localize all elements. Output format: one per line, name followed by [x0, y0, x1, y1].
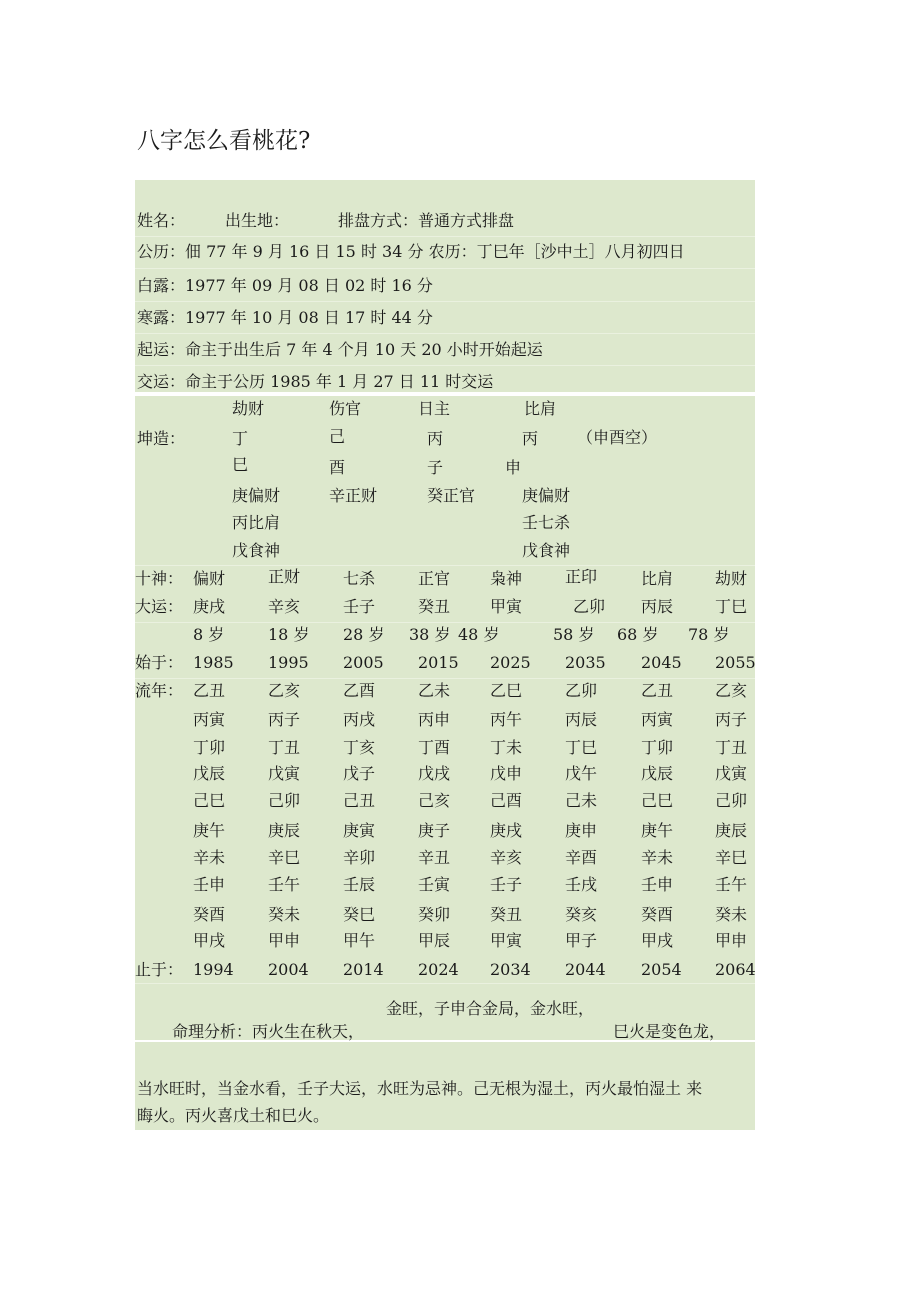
- name-label: 姓名：: [137, 211, 186, 230]
- ten-god-cell: 枭神: [490, 569, 523, 588]
- liunian-cell: 辛巳: [715, 848, 748, 867]
- heavenly-stem: 己: [329, 427, 346, 446]
- liunian-cell: 癸亥: [565, 905, 598, 924]
- liunian-cell: 乙未: [418, 681, 451, 700]
- row-divider: [135, 565, 755, 566]
- liunian-cell: 甲辰: [418, 931, 451, 950]
- row-divider: [135, 333, 755, 334]
- dayun-cell: 乙卯: [573, 597, 606, 616]
- liunian-cell: 庚子: [418, 821, 451, 840]
- analysis-paragraph: 晦火。丙火喜戊土和巳火。: [137, 1106, 330, 1125]
- row-divider: [135, 622, 755, 623]
- liunian-cell: 辛巳: [268, 848, 301, 867]
- bailu-line: 白露：1977 年 09 月 08 日 02 时 16 分: [137, 276, 433, 295]
- liunian-cell: 壬戌: [565, 875, 598, 894]
- liunian-cell: 丁亥: [343, 738, 376, 757]
- earthly-branch: 巳: [232, 455, 249, 474]
- ten-god-cell: 正财: [268, 567, 301, 586]
- liunian-cell: 丁丑: [268, 738, 301, 757]
- liunian-cell: 庚午: [641, 821, 674, 840]
- start-label: 始于：: [135, 653, 184, 672]
- analysis-paragraph: 当水旺时，当金水看，壬子大运，水旺为忌神。己无根为湿土，丙火最怕湿土 来: [137, 1079, 703, 1098]
- liunian-cell: 己酉: [490, 791, 523, 810]
- row-divider: [135, 983, 755, 984]
- liunian-cell: 丙寅: [641, 710, 674, 729]
- liunian-cell: 丁酉: [418, 738, 451, 757]
- liunian-cell: 辛丑: [418, 848, 451, 867]
- liunian-cell: 辛未: [193, 848, 226, 867]
- end-label: 止于：: [135, 960, 184, 979]
- analysis-text: 巳火是变色龙，: [613, 1022, 726, 1041]
- row-divider: [135, 301, 755, 302]
- hidden-stem: 辛正财: [329, 486, 378, 505]
- liunian-cell: 壬申: [641, 875, 674, 894]
- liunian-cell: 庚寅: [343, 821, 376, 840]
- age-cell: 58 岁: [553, 625, 595, 644]
- liunian-cell: 戊寅: [715, 764, 748, 783]
- hanlu-line: 寒露：1977 年 10 月 08 日 17 时 44 分: [137, 308, 433, 327]
- earthly-branch: 子: [427, 458, 444, 477]
- liunian-cell: 丙寅: [193, 710, 226, 729]
- ten-god-cell: 偏财: [193, 569, 226, 588]
- liunian-cell: 己丑: [343, 791, 376, 810]
- liunian-cell: 辛酉: [565, 848, 598, 867]
- method-label: 排盘方式：普通方式排盘: [338, 211, 515, 230]
- ten-god: 比肩: [524, 399, 557, 418]
- hidden-stem: 庚偏财: [232, 486, 281, 505]
- birthplace-label: 出生地：: [225, 211, 290, 230]
- liunian-cell: 乙卯: [565, 681, 598, 700]
- liunian-cell: 癸未: [715, 905, 748, 924]
- age-cell: 68 岁: [617, 625, 659, 644]
- liunian-cell: 戊午: [565, 764, 598, 783]
- liunian-cell: 癸卯: [418, 905, 451, 924]
- jiaoyun-line: 交运：命主于公历 1985 年 1 月 27 日 11 时交运: [137, 372, 494, 391]
- liunian-cell: 己卯: [715, 791, 748, 810]
- liunian-cell: 庚辰: [268, 821, 301, 840]
- heavenly-stem: 丁: [232, 429, 249, 448]
- analysis-label: 命理分析：丙火生在秋天，: [172, 1022, 365, 1041]
- ten-god: 日主: [418, 399, 451, 418]
- qiyun-line: 起运：命主于出生后 7 年 4 个月 10 天 20 小时开始起运: [137, 340, 543, 359]
- age-cell: 78 岁: [688, 625, 730, 644]
- hidden-stem: 戊食神: [522, 541, 571, 560]
- liunian-cell: 己亥: [418, 791, 451, 810]
- dayun-cell: 癸丑: [418, 597, 451, 616]
- row-divider: [135, 365, 755, 366]
- end-year-cell: 2004: [268, 960, 309, 979]
- liunian-cell: 丁卯: [193, 738, 226, 757]
- liunian-cell: 乙亥: [715, 681, 748, 700]
- liunian-cell: 癸巳: [343, 905, 376, 924]
- liunian-cell: 壬申: [193, 875, 226, 894]
- liunian-cell: 丙子: [268, 710, 301, 729]
- ten-god-cell: 正印: [565, 567, 598, 586]
- end-year-cell: 2054: [641, 960, 682, 979]
- age-cell: 48 岁: [458, 625, 500, 644]
- liunian-cell: 丙辰: [565, 710, 598, 729]
- liunian-cell: 癸酉: [641, 905, 674, 924]
- liunian-cell: 癸酉: [193, 905, 226, 924]
- row-divider: [135, 268, 755, 269]
- start-year-cell: 2035: [565, 653, 606, 672]
- liunian-cell: 己巳: [193, 791, 226, 810]
- liunian-cell: 壬寅: [418, 875, 451, 894]
- heavenly-stem: 丙: [427, 429, 444, 448]
- hidden-stem: 壬七杀: [522, 513, 571, 532]
- row-divider: [135, 678, 755, 679]
- liunian-cell: 戊辰: [193, 764, 226, 783]
- dayun-cell: 辛亥: [268, 597, 301, 616]
- liunian-cell: 甲子: [565, 931, 598, 950]
- liunian-cell: 丁卯: [641, 738, 674, 757]
- liunian-cell: 丙戌: [343, 710, 376, 729]
- liunian-cell: 癸丑: [490, 905, 523, 924]
- dayun-cell: 甲寅: [490, 597, 523, 616]
- liunian-cell: 己卯: [268, 791, 301, 810]
- dayun-cell: 丁巳: [715, 597, 748, 616]
- hidden-stem: 戊食神: [232, 541, 281, 560]
- liunian-cell: 辛未: [641, 848, 674, 867]
- liunian-cell: 壬午: [715, 875, 748, 894]
- liunian-cell: 壬辰: [343, 875, 376, 894]
- end-year-cell: 1994: [193, 960, 234, 979]
- liunian-cell: 乙巳: [490, 681, 523, 700]
- ten-god-cell: 劫财: [715, 569, 748, 588]
- end-year-cell: 2034: [490, 960, 531, 979]
- start-year-cell: 2025: [490, 653, 531, 672]
- hidden-stem: 庚偏财: [522, 486, 571, 505]
- hidden-stem: 癸正官: [427, 486, 476, 505]
- ten-god: 伤官: [329, 399, 362, 418]
- dayun-cell: 壬子: [343, 597, 376, 616]
- end-year-cell: 2014: [343, 960, 384, 979]
- row-divider: [135, 236, 755, 237]
- hidden-stem: 丙比肩: [232, 513, 281, 532]
- ten-god-cell: 正官: [418, 569, 451, 588]
- liunian-cell: 庚戌: [490, 821, 523, 840]
- liunian-cell: 乙丑: [193, 681, 226, 700]
- earthly-branch: 酉: [329, 458, 346, 477]
- liunian-cell: 乙丑: [641, 681, 674, 700]
- liunian-cell: 乙亥: [268, 681, 301, 700]
- liunian-cell: 丁未: [490, 738, 523, 757]
- start-year-cell: 1995: [268, 653, 309, 672]
- earthly-branch: 申: [505, 458, 522, 477]
- liunian-cell: 戊子: [343, 764, 376, 783]
- liunian-cell: 戊寅: [268, 764, 301, 783]
- ten-god: 劫财: [232, 399, 265, 418]
- dayun-cell: 庚戌: [193, 597, 226, 616]
- liunian-cell: 丙子: [715, 710, 748, 729]
- end-year-cell: 2044: [565, 960, 606, 979]
- calendar-line: 公历：佃 77 年 9 月 16 日 15 时 34 分 农历：丁巳年［沙中土］八月初四日: [137, 242, 685, 261]
- end-year-cell: 2064: [715, 960, 756, 979]
- liunian-cell: 甲寅: [490, 931, 523, 950]
- liunian-cell: 己巳: [641, 791, 674, 810]
- liunian-cell: 甲戌: [641, 931, 674, 950]
- liunian-cell: 壬午: [268, 875, 301, 894]
- age-cell: 18 岁: [268, 625, 310, 644]
- liunian-cell: 丁丑: [715, 738, 748, 757]
- heavenly-stem: 丙: [522, 429, 539, 448]
- liunian-label: 流年：: [135, 681, 184, 700]
- liunian-cell: 甲午: [343, 931, 376, 950]
- age-cell: 38 岁: [409, 625, 451, 644]
- liunian-cell: 丁巳: [565, 738, 598, 757]
- liunian-cell: 庚申: [565, 821, 598, 840]
- liunian-cell: 癸未: [268, 905, 301, 924]
- liunian-cell: 戊戌: [418, 764, 451, 783]
- end-year-cell: 2024: [418, 960, 459, 979]
- liunian-cell: 庚辰: [715, 821, 748, 840]
- start-year-cell: 2045: [641, 653, 682, 672]
- void-note: （申酉空）: [577, 428, 658, 447]
- analysis-text: 金旺，子申合金局，金水旺，: [386, 999, 595, 1018]
- liunian-cell: 庚午: [193, 821, 226, 840]
- liunian-cell: 辛卯: [343, 848, 376, 867]
- start-year-cell: 2005: [343, 653, 384, 672]
- shishen-label: 十神：: [135, 569, 184, 588]
- ten-god-cell: 七杀: [343, 569, 376, 588]
- liunian-cell: 甲申: [715, 931, 748, 950]
- liunian-cell: 甲戌: [193, 931, 226, 950]
- liunian-cell: 辛亥: [490, 848, 523, 867]
- liunian-cell: 甲申: [268, 931, 301, 950]
- age-cell: 8 岁: [193, 625, 225, 644]
- ten-god-cell: 比肩: [641, 569, 674, 588]
- liunian-cell: 丙午: [490, 710, 523, 729]
- liunian-cell: 壬子: [490, 875, 523, 894]
- start-year-cell: 2055: [715, 653, 756, 672]
- dayun-cell: 丙辰: [641, 597, 674, 616]
- dayun-label: 大运：: [135, 597, 184, 616]
- chart-label: 坤造：: [137, 429, 186, 448]
- liunian-cell: 丙申: [418, 710, 451, 729]
- age-cell: 28 岁: [343, 625, 385, 644]
- page-title: 八字怎么看桃花?: [137, 128, 311, 154]
- liunian-cell: 戊申: [490, 764, 523, 783]
- start-year-cell: 1985: [193, 653, 234, 672]
- start-year-cell: 2015: [418, 653, 459, 672]
- liunian-cell: 戊辰: [641, 764, 674, 783]
- liunian-cell: 己未: [565, 791, 598, 810]
- liunian-cell: 乙酉: [343, 681, 376, 700]
